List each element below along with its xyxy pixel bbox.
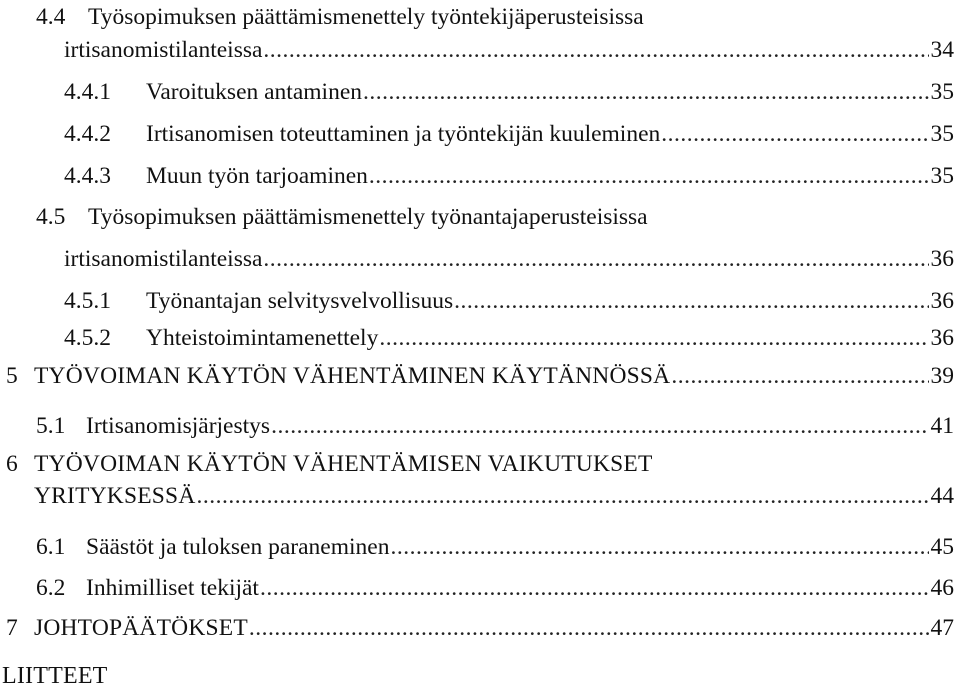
toc-entry-page: 41 <box>930 413 954 439</box>
toc-entry-number: 6.1 <box>36 534 66 560</box>
toc-entry-4-4-cont <box>64 35 954 65</box>
toc-entry-6 <box>6 449 653 479</box>
toc-entry-number: 5.1 <box>36 413 66 439</box>
dot-leader <box>363 77 928 107</box>
dot-leader <box>263 244 928 274</box>
toc-entry-number: 6.2 <box>36 575 66 601</box>
toc-entry-title: YRITYKSESSÄ <box>34 483 196 509</box>
toc-entry-title: Yhteistoimintamenettely <box>146 325 379 351</box>
dot-leader <box>260 573 929 603</box>
toc-entry-7 <box>6 613 954 643</box>
toc-entry-4-5-cont <box>64 244 954 274</box>
dot-leader <box>263 35 928 65</box>
toc-entry-4-4-3 <box>64 161 954 191</box>
toc-entry-page: 46 <box>930 575 954 601</box>
toc-entry-title: TYÖVOIMAN KÄYTÖN VÄHENTÄMISEN VAIKUTUKSET <box>34 451 653 477</box>
toc-entry-6-1 <box>36 532 954 562</box>
toc-entry-title: Irtisanomisen toteuttaminen ja työntekijän kuuleminen <box>146 121 661 147</box>
toc-entry-page: 45 <box>930 534 954 560</box>
toc-entry-title: Työsopimuksen päättämismenettely työntekijäperusteisissa <box>88 4 644 30</box>
toc-entry-page: 35 <box>930 121 954 147</box>
dot-leader <box>271 411 928 441</box>
toc-entry-page: 35 <box>930 79 954 105</box>
toc-entry-title: Varoituksen antaminen <box>146 79 363 105</box>
toc-entry-4-4 <box>36 2 644 32</box>
toc-entry-title: TYÖVOIMAN KÄYTÖN VÄHENTÄMINEN KÄYTÄNNÖSSÄ <box>34 363 671 389</box>
toc-entry-title: irtisanomistilanteissa <box>64 37 263 63</box>
dot-leader <box>454 286 928 316</box>
toc-entry-title: Inhimilliset tekijät <box>86 575 259 601</box>
toc-entry-title: Irtisanomisjärjestys <box>86 413 271 439</box>
toc-entry-title: Työsopimuksen päättämismenettely työnantajaperusteisissa <box>88 204 648 230</box>
toc-entry-appendices <box>2 661 108 691</box>
toc-entry-page: 39 <box>930 363 954 389</box>
toc-entry-number: 7 <box>6 615 18 641</box>
toc-entry-6-2 <box>36 573 954 603</box>
dot-leader <box>390 532 928 562</box>
toc-entry-title: Säästöt ja tuloksen paraneminen <box>86 534 390 560</box>
toc-entry-number: 4.5 <box>36 204 66 230</box>
dot-leader <box>369 161 929 191</box>
toc-entry-number: 6 <box>6 451 18 477</box>
toc-entry-number: 4.4.3 <box>64 163 111 189</box>
toc-entry-page: 36 <box>930 325 954 351</box>
toc-entry-4-5 <box>36 202 648 232</box>
toc-entry-number: 4.5.2 <box>64 325 111 351</box>
toc-entry-number: 4.4 <box>36 4 66 30</box>
toc-entry-title: Työnantajan selvitysvelvollisuus <box>146 288 454 314</box>
dot-leader <box>379 323 928 353</box>
toc-entry-number: 4.4.2 <box>64 121 111 147</box>
dot-leader <box>671 361 928 391</box>
toc-entry-4-5-2 <box>64 323 954 353</box>
toc-entry-4-4-2 <box>64 119 954 149</box>
toc-entry-4-4-1 <box>64 77 954 107</box>
toc-entry-page: 44 <box>930 483 954 509</box>
toc-entry-number: 4.4.1 <box>64 79 111 105</box>
toc-entry-page: 35 <box>930 163 954 189</box>
toc-entry-page: 36 <box>930 288 954 314</box>
dot-leader <box>249 613 929 643</box>
toc-entry-number: 4.5.1 <box>64 288 111 314</box>
toc-entry-page: 34 <box>930 37 954 63</box>
toc-entry-title: JOHTOPÄÄTÖKSET <box>34 615 248 641</box>
toc-entry-5 <box>6 361 954 391</box>
toc-entry-title: Muun työn tarjoaminen <box>146 163 368 189</box>
toc-entry-6-cont <box>34 481 954 511</box>
toc-entry-page: 47 <box>930 615 954 641</box>
dot-leader <box>197 481 929 511</box>
toc-entry-5-1 <box>36 411 954 441</box>
toc-entry-title: irtisanomistilanteissa <box>64 246 263 272</box>
toc-entry-title: LIITTEET <box>2 663 108 689</box>
toc-entry-4-5-1 <box>64 286 954 316</box>
dot-leader <box>661 119 928 149</box>
toc-entry-number: 5 <box>6 363 18 389</box>
toc-entry-page: 36 <box>930 246 954 272</box>
